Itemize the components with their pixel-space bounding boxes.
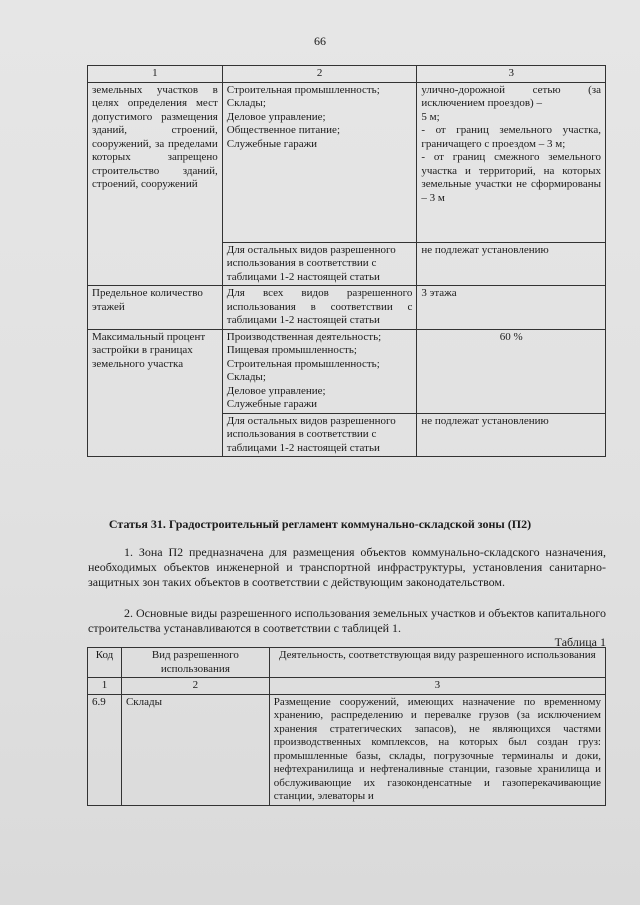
floors-value-cell: 3 этажа bbox=[417, 286, 606, 330]
list-item: - от границ смежного земельного участка и территорий, на которых земельные участки не сформированы – 3 м bbox=[421, 151, 601, 204]
list-item: Деловое управление; bbox=[226, 110, 326, 123]
zoning-parameters-table bbox=[87, 65, 606, 457]
list-item: Служебные гаражи bbox=[226, 398, 318, 410]
paragraph: 2. Основные виды разрешенного использования земельных участков и объектов капитального строительства устанавливаются в соответствии с таблицей 1. bbox=[88, 606, 606, 635]
col-number: 2 bbox=[222, 66, 417, 83]
table-row bbox=[88, 82, 606, 242]
floors-parameter-cell: Предельное количество этажей bbox=[88, 286, 223, 330]
column-header: Вид разрешенного использования bbox=[121, 648, 269, 678]
table-label: Таблица 1 bbox=[554, 635, 606, 649]
list-item: - от границ земельного участка, граничащего с проездом – 3 м; bbox=[421, 124, 601, 150]
activity-cell: Размещение сооружений, имеющих назначение по временному хранению, распределению и перевалке грузов (за исключением хранения стратегических запасов), не являющихся частями производственных комплексов, на которых был создан груз: промышленные базы, склады, погрузочные терминалы и доки, нефтехранилища и нефтеналивные станции, газовые хранилища и обслуживающие их газоконденсатные и газоперекачивающие станции, элеваторы и bbox=[269, 694, 605, 805]
list-item: Служебные гаражи bbox=[226, 137, 318, 150]
use-types-cell: Для остальных видов разрешенного использования в соответствии с таблицами 1-2 настоящей статьи bbox=[222, 413, 417, 457]
list-item: Общественное питание; bbox=[226, 124, 340, 136]
list-item: Производственная деятельность; bbox=[226, 330, 382, 343]
use-types-cell: Для остальных видов разрешенного использования в соответствии с таблицами 1-2 настоящей статьи bbox=[222, 242, 417, 286]
column-number-row bbox=[88, 66, 606, 83]
use-types-cell bbox=[222, 329, 417, 413]
col-number: 3 bbox=[417, 66, 606, 83]
col-number: 2 bbox=[121, 678, 269, 695]
coverage-value-cell: 60 % bbox=[417, 329, 606, 413]
setback-parameter-cell: земельных участков в целях определения мест допустимого размещения зданий, строений, сооружений, за пределами которых запрещено строительство зданий, строений, сооружений bbox=[88, 82, 223, 286]
column-header: Деятельность, соответствующая виду разрешенного использования bbox=[269, 648, 605, 678]
list-item: Склады; bbox=[226, 371, 266, 383]
list-item: 5 м; bbox=[421, 110, 440, 123]
use-name-cell: Склады bbox=[121, 694, 269, 805]
use-types-cell: Для всех видов разрешенного использования в соответствии с таблицами 1-2 настоящей статьи bbox=[222, 286, 417, 330]
permitted-uses-table bbox=[87, 647, 606, 806]
coverage-value-cell: не подлежат установлению bbox=[417, 413, 606, 457]
col-number: 3 bbox=[269, 678, 605, 695]
column-number-row bbox=[88, 678, 606, 695]
page-number: 66 bbox=[314, 34, 326, 48]
code-cell: 6.9 bbox=[88, 694, 122, 805]
table-row bbox=[88, 286, 606, 330]
column-header: Код bbox=[88, 648, 122, 678]
paragraph: 1. Зона П2 предназначена для размещения объектов коммунально-складского назначения, необходимых объектов инженерной и транспортной инфраструктуры, установления санитарно-защитных зон таких объектов в соответствии с действующим законодательством. bbox=[88, 545, 606, 589]
use-types-cell bbox=[222, 82, 417, 242]
header-row bbox=[88, 648, 606, 678]
list-item: улично-дорожной сетью (за исключением проездов) – bbox=[421, 83, 601, 109]
table-row bbox=[88, 694, 606, 805]
coverage-parameter-cell: Максимальный процент застройки в границах земельного участка bbox=[88, 329, 223, 457]
list-item: Склады; bbox=[226, 97, 266, 109]
list-item: Строительная промышленность; bbox=[226, 357, 380, 370]
list-item: Деловое управление; bbox=[226, 384, 326, 397]
list-item: Строительная промышленность; bbox=[226, 83, 380, 96]
col-number: 1 bbox=[88, 66, 223, 83]
list-item: Пищевая промышленность; bbox=[226, 344, 357, 356]
col-number: 1 bbox=[88, 678, 122, 695]
table-row bbox=[88, 329, 606, 413]
setback-value-cell: не подлежат установлению bbox=[417, 242, 606, 286]
article-heading: Статья 31. Градостроительный регламент коммунально-складской зоны (П2) bbox=[108, 517, 532, 531]
setback-value-cell bbox=[417, 82, 606, 242]
